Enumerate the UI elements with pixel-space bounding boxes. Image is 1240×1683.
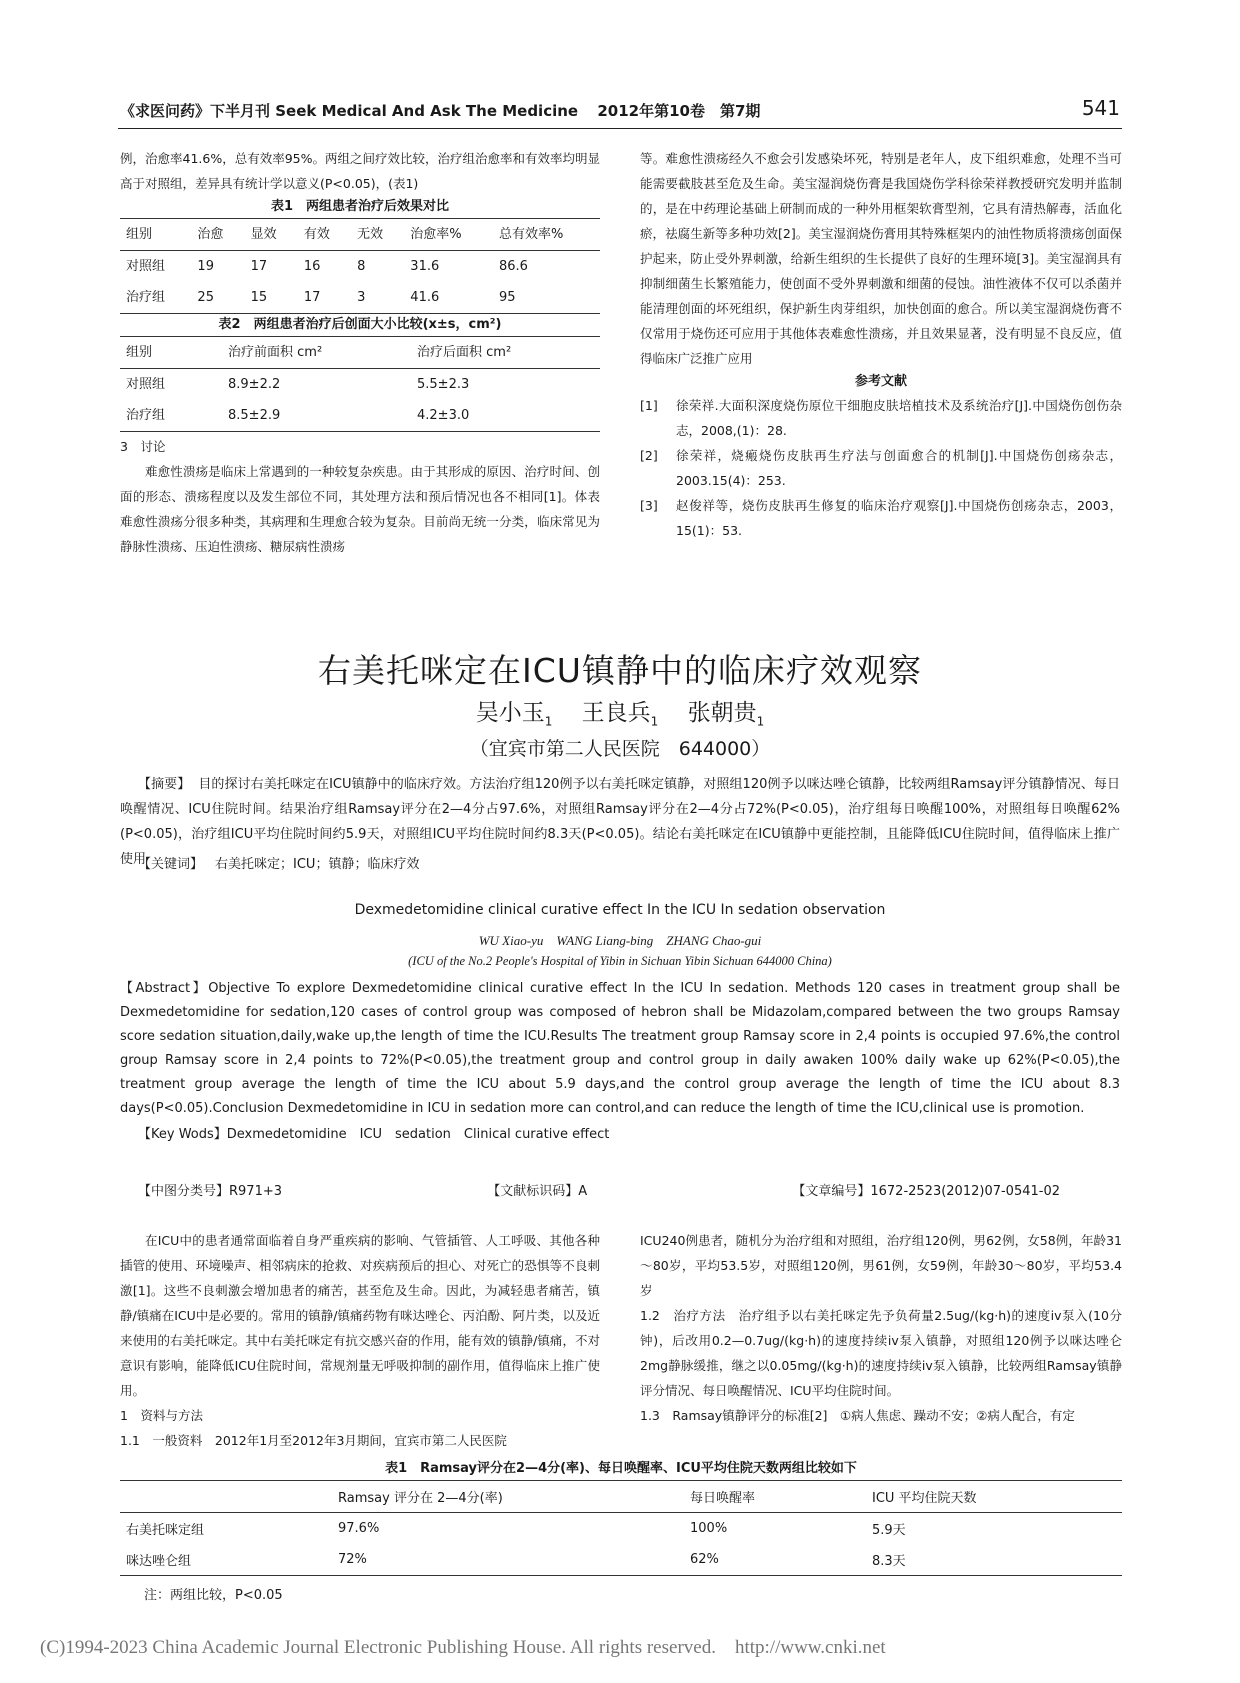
table3-header-cell: 每日唤醒率: [684, 1481, 866, 1513]
table2-cell: 8.9±2.2: [228, 377, 281, 392]
table3: [120, 1480, 1122, 1576]
table2-cell: 治疗组: [126, 408, 166, 423]
author-name: 王良兵: [581, 700, 651, 726]
table3-header-row: [120, 1481, 1122, 1513]
author-name: 张朝贵: [687, 700, 757, 726]
reference-item: [640, 493, 1122, 543]
article-affiliation: （宜宾市第二人民医院 644000）: [469, 738, 771, 760]
table1-header-row: [120, 219, 600, 251]
document-code: 【文献标识码】A: [487, 1184, 588, 1199]
journal-name: 《求医问药》下半月刊 Seek Medical And Ask The Medicine: [120, 102, 579, 120]
reference-number: [1]: [640, 398, 658, 413]
table3-cell: 97.6%: [338, 1521, 380, 1536]
english-affiliation: (ICU of the No.2 People's Hospital of Yibin in Sichuan Yibin Sichuan 644000 China): [408, 954, 832, 968]
english-abstract-text: Objective To explore Dexmedetomidine clinical curative effect In the ICU In sedation. Methods 120 cases in treatment group shall be Dexmedetomidine for sedation,120 cases of control group was composed of hebron shall be Midazolam,compared between the two groups Ramsay score sedation situation,daily,wake up,the length of time the ICU.Results The treatment group Ramsay score in 2,4 points is occupied 97.6%,the control group Ramsay score in 2,4 points to 72%(P<0.05),the treatment group and control group in daily awaken 100% daily wake up 62%(P<0.05),the treatment group average the length of time the ICU about 5.9 days,and the control group average the length of time the ICU about 8.3 days(P<0.05).Conclusion Dexmedetomidine in ICU in sedation more can control,and can reduce the length of time the ICU,clinical use is promotion.: [120, 981, 1120, 1116]
right-column: [640, 146, 1122, 543]
author-affiliation-mark: 1: [756, 714, 765, 729]
table1-cell: 15: [250, 290, 268, 305]
table1-cell: 41.6: [410, 290, 440, 305]
table2-cell: 8.5±2.9: [228, 408, 281, 423]
keywords-label: 【关键词】: [138, 857, 204, 872]
body-left-column: [120, 1228, 600, 1453]
table1-header-cell: 组别: [120, 219, 191, 251]
table-row: [120, 400, 600, 432]
table-row: [120, 369, 600, 401]
table1-header-cell: 总有效率%: [493, 219, 600, 251]
discussion-paragraph: 难愈性溃疡是临床上常遇到的一种较复杂疾患。由于其形成的原因、治疗时间、创面的形态、溃疡程度以及发生部位不同，其处理方法和预后情况也各不相同[1]。体表难愈性溃疡分很多种类，其病理和生理愈合较为复杂。目前尚无统一分类，临床常见为静脉性溃疡、压迫性溃疡、糖尿病性溃疡: [120, 464, 600, 554]
left-intro-paragraph: 例，治愈率41.6%，总有效率95%。两组之间疗效比较，治疗组治愈率和有效率均明显高于对照组，差异具有统计学以意义(P<0.05)，(表1): [120, 151, 600, 191]
table1-cell: 17: [250, 259, 268, 274]
reference-number: [3]: [640, 498, 658, 513]
table3-cell: 100%: [690, 1521, 728, 1536]
english-abstract-label: 【Abstract】: [120, 981, 209, 996]
table1-header-cell: 治愈率%: [404, 219, 493, 251]
body-paragraph: 1.1 一般资料 2012年1月至2012年3月期间，宜宾市第二人民医院: [120, 1433, 507, 1448]
table3-title: 表1 Ramsay评分在2—4分(率)、每日唤醒率、ICU平均住院天数两组比较如下: [385, 1461, 857, 1476]
english-keywords: [120, 1123, 1120, 1147]
table3-cell: 咪达唑仑组: [126, 1554, 192, 1569]
table1-header-cell: 有效: [298, 219, 351, 251]
copyright-footer: (C)1994-2023 China Academic Journal Electronic Publishing House. All rights reserved. http://www.cnki.net: [40, 1637, 886, 1658]
table1-cell: 17: [303, 290, 321, 305]
abstract-label: 【摘要】: [138, 777, 191, 792]
table-row: [120, 251, 600, 283]
abstract-text: 目的探讨右美托咪定在ICU镇静中的临床疗效。方法治疗组120例予以右美托咪定镇静，对照组120例予以咪达唑仑镇静，比较两组Ramsay评分镇静情况、每日唤醒情况、ICU住院时间。结果治疗组Ramsay评分在2—4分占97.6%，对照组Ramsay评分在2—4分占72%(P<0.05)，治疗组每日唤醒100%，对照组每日唤醒62%(P<0.05)，治疗组ICU平均住院时间约5.9天，对照组ICU平均住院时间约8.3天(P<0.05)。结论右美托咪定在ICU镇静中更能控制，且能降低ICU住院时间，值得临床上推广使用: [120, 777, 1120, 867]
reference-item: [640, 393, 1122, 443]
table1-cell: 31.6: [410, 259, 440, 274]
page-number: 541: [1081, 96, 1120, 120]
keywords-text: 右美托咪定；ICU；镇静；临床疗效: [215, 857, 420, 872]
table1-cell: 3: [357, 290, 366, 305]
english-authors: WU Xiao-yu WANG Liang-bing ZHANG Chao-gui: [478, 933, 762, 948]
author-affiliation-mark: 1: [650, 714, 659, 729]
classification-line: [120, 1180, 1120, 1199]
table3-cell: 8.3天: [872, 1554, 906, 1569]
body-paragraph: 1.3 Ramsay镇静评分的标准[2] ①病人焦虑、躁动不安；②病人配合，有定: [640, 1408, 1075, 1423]
article-number: 【文章编号】1672-2523(2012)07-0541-02: [792, 1184, 1060, 1199]
table2: [120, 336, 600, 432]
header-rule: [118, 128, 1122, 129]
reference-text: 徐荣祥.大面积深度烧伤原位干细胞皮肤培植技术及系统治疗[J].中国烧伤创伤杂志，2008,(1)：28.: [676, 398, 1122, 438]
chinese-keywords: [120, 852, 1120, 877]
table3-header-cell: [120, 1481, 332, 1513]
table-row: [120, 1513, 1122, 1545]
article-authors: [120, 694, 1120, 729]
body-paragraph: 在ICU中的患者通常面临着自身严重疾病的影响、气管插管、人工呼吸、其他各种插管的使用、环境噪声、相邻病床的抢救、对疾病预后的担心、对死亡的恐惧等不良刺激[1]。这些不良刺激会增加患者的痛苦，甚至危及生命。因此，为减轻患者痛苦，镇静/镇痛在ICU中是必要的。常用的镇静/镇痛药物有咪达唑仑、丙泊酚、阿片类，以及近来使用的右美托咪定。其中右美托咪定有抗交感兴奋的作用，能有效的镇静/镇痛，不对意识有影响，能降低ICU住院时间，常规剂量无呼吸抑制的副作用，值得临床上推广使用。: [120, 1233, 600, 1398]
table2-cell: 5.5±2.3: [417, 377, 470, 392]
table1-header-cell: 显效: [245, 219, 298, 251]
table1-cell: 16: [303, 259, 321, 274]
table2-header-cell: 治疗前面积 cm²: [222, 337, 411, 369]
table3-note: 注：两组比较，P<0.05: [144, 1588, 283, 1603]
table3-header-cell: ICU 平均住院天数: [866, 1481, 1122, 1513]
reference-text: 徐荣祥，烧瘢烧伤皮肤再生疗法与创面愈合的机制[J].中国烧伤创疡杂志，2003.15(4)：253.: [676, 448, 1122, 488]
table-row: [120, 1544, 1122, 1576]
english-title: Dexmedetomidine clinical curative effect In the ICU In sedation observation: [354, 902, 886, 918]
table1-cell: 对照组: [126, 259, 166, 274]
table2-header-cell: 组别: [120, 337, 222, 369]
table1-cell: 治疗组: [126, 290, 166, 305]
table2-title: 表2 两组患者治疗后创面大小比较(x±s，cm²): [218, 317, 502, 332]
table1-header-cell: 无效: [351, 219, 404, 251]
table3-cell: 右美托咪定组: [126, 1523, 205, 1538]
table2-header-cell: 治疗后面积 cm²: [411, 337, 600, 369]
table1-cell: 25: [197, 290, 214, 305]
article-title: 右美托咪定在ICU镇静中的临床疗效观察: [318, 651, 922, 690]
body-paragraph: 1.2 治疗方法 治疗组予以右美托咪定先予负荷量2.5ug/(kg·h)的速度iv泵入(10分钟)，后改用0.2—0.7ug/(kg·h)的速度持续iv泵入镇静，对照组120例予以咪达唑仑2mg静脉缓推，继之以0.05mg/(kg·h)的速度持续iv泵入镇静，比较两组Ramsay镇静评分情况、每日唤醒情况、ICU平均住院时间。: [640, 1308, 1122, 1398]
table1-title: 表1 两组患者治疗后效果对比: [270, 199, 450, 214]
table2-cell: 对照组: [126, 377, 166, 392]
table1: [120, 218, 600, 314]
table1-cell: 86.6: [499, 259, 528, 274]
table3-cell: 5.9天: [872, 1523, 906, 1538]
left-column: [120, 146, 600, 559]
table1-cell: 95: [499, 290, 516, 305]
author-name: 吴小玉: [475, 700, 545, 726]
reference-item: [640, 443, 1122, 493]
english-keywords-label: 【Key Wods】: [138, 1127, 227, 1142]
table3-cell: 72%: [338, 1552, 367, 1567]
english-abstract: [120, 977, 1120, 1147]
table1-header-cell: 治愈: [191, 219, 244, 251]
body-paragraph: ICU240例患者，随机分为治疗组和对照组，治疗组120例，男62例，女58例，年龄31～80岁，平均53.5岁，对照组120例，男61例，女59例，年龄30～80岁，平均53.4岁: [640, 1233, 1122, 1298]
section-heading-discussion: 3 讨论: [120, 439, 166, 454]
english-keywords-text: Dexmedetomidine ICU sedation Clinical curative effect: [226, 1127, 610, 1142]
table3-cell: 62%: [690, 1552, 719, 1567]
table1-cell: 8: [357, 259, 366, 274]
classification-number: 【中图分类号】R971+3: [138, 1184, 283, 1199]
table2-header-row: [120, 337, 600, 369]
right-paragraph: 等。难愈性溃疡经久不愈会引发感染坏死，特别是老年人，皮下组织难愈，处理不当可能需要截肢甚至危及生命。美宝湿润烧伤膏是我国烧伤学科徐荣祥教授研究发明并监制的，是在中药理论基础上研制而成的一种外用框架软膏型剂，它具有清热解毒，活血化瘀，祛腐生新等多种功效[2]。美宝湿润烧伤膏用其特殊框架内的油性物质将溃疡创面保护起来，防止受外界刺激，给新生组织的生长提供了良好的生理环境[3]。美宝湿润具有抑制细菌生长繁殖能力，使创面不受外界刺激和细菌的侵蚀。油性液体不仅可以杀菌并能清理创面的坏死组织，保护新生肉芽组织，加快创面的愈合。所以美宝湿润烧伤膏不仅常用于烧伤还可应用于其他体表难愈性溃疡，并且效果显著，没有明显不良反应，值得临床广泛推广应用: [640, 151, 1122, 366]
running-header: [120, 96, 1120, 121]
body-right-column: [640, 1228, 1122, 1428]
issue-info: 2012年第10卷 第7期: [597, 102, 761, 120]
reference-number: [2]: [640, 448, 658, 463]
table1-cell: 19: [197, 259, 214, 274]
references-heading: 参考文献: [854, 374, 907, 389]
reference-text: 赵俊祥等，烧伤皮肤再生修复的临床治疗观察[J].中国烧伤创疡杂志，2003，15(1)：53.: [676, 498, 1122, 538]
table3-header-cell: Ramsay 评分在 2—4分(率): [332, 1481, 684, 1513]
table-row: [120, 282, 600, 314]
table2-cell: 4.2±3.0: [417, 408, 470, 423]
author-affiliation-mark: 1: [544, 714, 553, 729]
section-heading-methods: 1 资料与方法: [120, 1408, 203, 1423]
table3-block: [120, 1458, 1122, 1603]
